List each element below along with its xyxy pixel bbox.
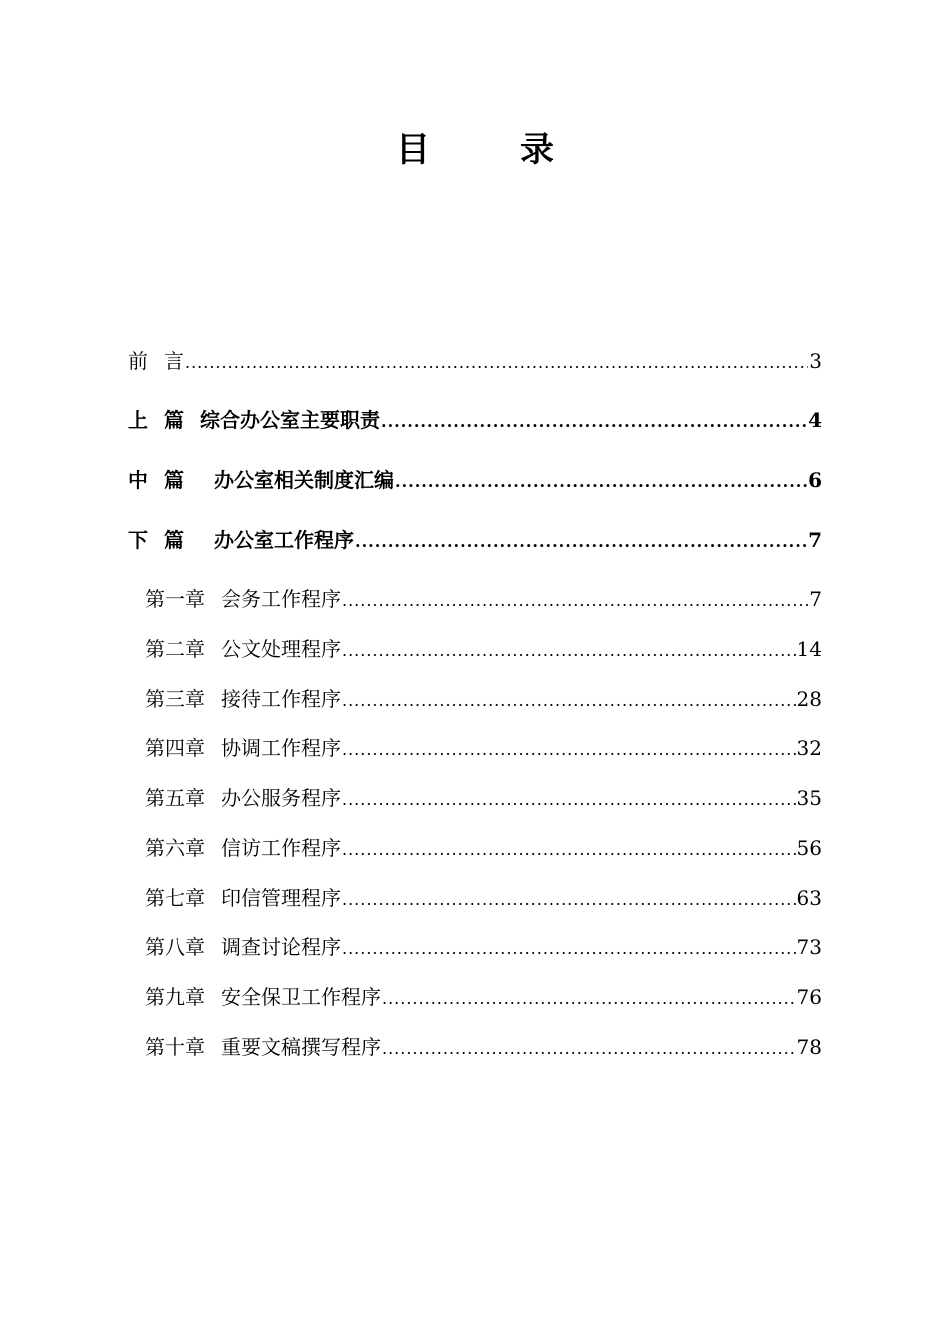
page-title: 目 录 [396,130,582,170]
toc-label: 上 篇 综合办公室主要职责 [128,408,380,432]
dot-leader [355,528,807,556]
dot-leader [342,637,796,665]
toc-page-number: 32 [796,736,822,760]
toc-page-number: 14 [796,637,822,661]
dot-leader [382,1035,796,1063]
dot-leader [342,736,796,764]
dot-leader [381,408,807,436]
toc-label: 第十章 重要文稿撰写程序 [145,1035,381,1059]
toc-entry-chapter-2[interactable] [145,635,822,663]
toc-label: 第五章 办公服务程序 [145,786,341,810]
toc-entry-part-3[interactable] [128,526,822,554]
dot-leader [342,836,796,864]
toc-entry-chapter-7[interactable] [145,884,822,912]
dot-leader [342,786,796,814]
toc-label: 前 言 [128,349,184,373]
toc-page-number: 7 [808,528,822,552]
toc-page-number: 28 [796,687,822,711]
toc-label: 第八章 调查讨论程序 [145,935,341,959]
toc-entry-preface[interactable] [128,347,822,375]
toc-entry-chapter-3[interactable] [145,685,822,713]
toc-page-number: 7 [809,587,822,611]
toc-page-number: 4 [808,408,822,432]
toc-page-number: 73 [796,935,822,959]
dot-leader [382,985,796,1013]
toc-label: 第三章 接待工作程序 [145,687,341,711]
toc-entry-chapter-10[interactable] [145,1033,822,1061]
toc-entry-chapter-1[interactable] [145,585,822,613]
toc-label: 第二章 公文处理程序 [145,637,341,661]
toc-page-number: 56 [796,836,822,860]
dot-leader [342,886,796,914]
toc-entry-chapter-5[interactable] [145,784,822,812]
toc-entry-chapter-8[interactable] [145,933,822,961]
toc-label: 中 篇 办公室相关制度汇编 [128,468,394,492]
toc-label: 第一章 会务工作程序 [145,587,341,611]
toc-label: 第七章 印信管理程序 [145,886,341,910]
dot-leader [342,687,796,715]
toc-entry-part-1[interactable] [128,406,822,434]
toc-page-number: 78 [796,1035,822,1059]
toc-page-number: 35 [796,786,822,810]
toc-entry-part-2[interactable] [128,466,822,494]
toc-page-number: 6 [808,468,822,492]
toc-label: 下 篇 办公室工作程序 [128,528,354,552]
toc-page-number: 3 [809,349,822,373]
toc-page-number: 63 [796,886,822,910]
toc-label: 第九章 安全保卫工作程序 [145,985,381,1009]
toc-label: 第六章 信访工作程序 [145,836,341,860]
toc-label: 第四章 协调工作程序 [145,736,341,760]
dot-leader [342,935,796,963]
toc-entry-chapter-9[interactable] [145,983,822,1011]
toc-entry-chapter-6[interactable] [145,834,822,862]
toc-page-number: 76 [796,985,822,1009]
dot-leader [185,349,808,377]
dot-leader [395,468,807,496]
dot-leader [342,587,808,615]
toc-entry-chapter-4[interactable] [145,734,822,762]
